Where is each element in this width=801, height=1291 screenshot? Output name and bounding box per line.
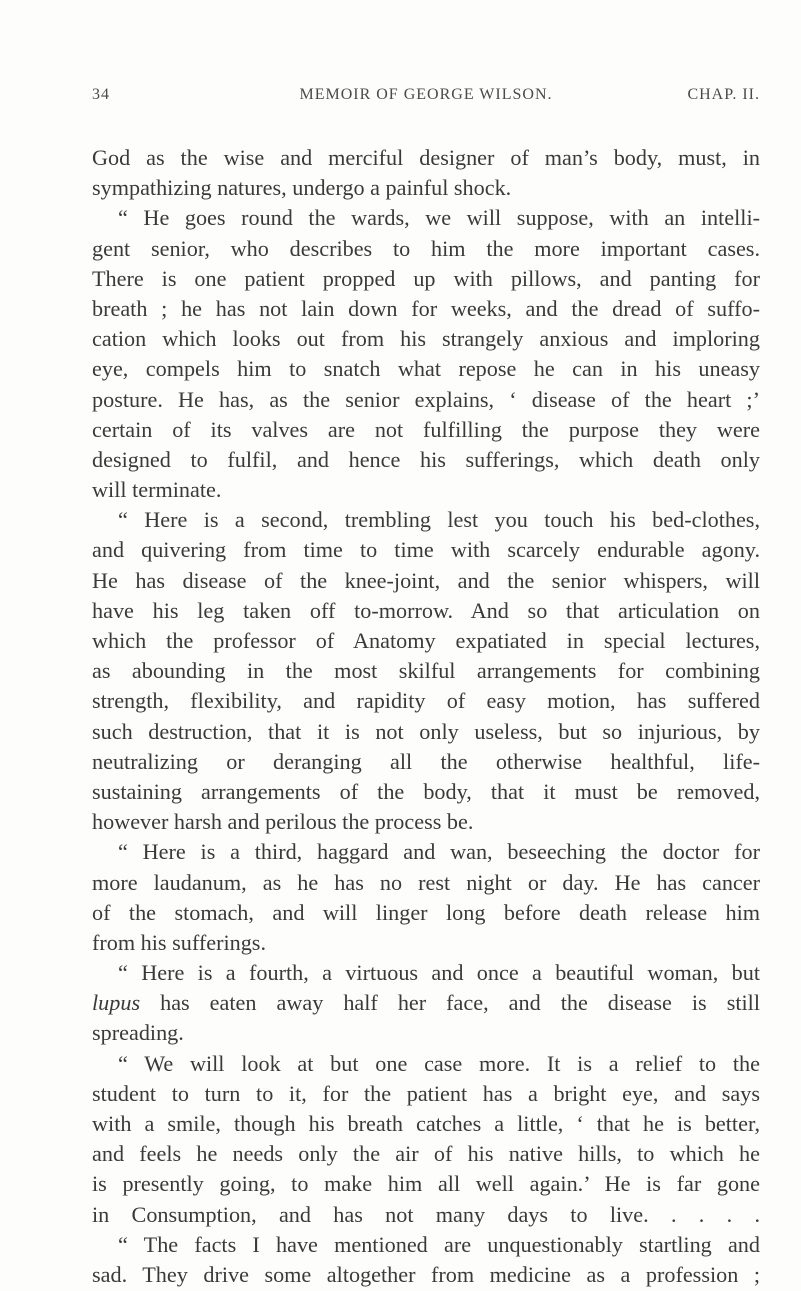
text-line: with a smile, though his breath catches a little, ‘ that he is better, [92,1111,760,1136]
text-line: He has disease of the knee-joint, and the senior whispers, will [92,567,760,593]
text-line: “ We will look at but one case more. It is a relief to the [118,1050,760,1076]
text-line: and feels he needs only the air of his native hills, to which he [92,1141,760,1167]
text-line: God as the wise and merciful designer of man’s body, must, in [92,145,760,170]
text-line: sad. They drive some altogether from medicine as a profession ; [92,1261,760,1287]
text-line: “ Here is a third, haggard and wan, beseeching the doctor for [118,839,760,865]
text-line: from his sufferings. [92,929,266,955]
text-line: and quivering from time to time with scarcely endurable agony. [92,537,760,563]
text-line: will terminate. [92,477,222,503]
text-line: more laudanum, as he has no rest night or day. He has cancer [92,869,760,895]
text-line: which the professor of Anatomy expatiated in special lectures, [92,628,760,653]
text-line: “ Here is a fourth, a virtuous and once a beautiful woman, but [118,960,760,986]
text-line: certain of its valves are not fulfilling the purpose they were [92,416,760,442]
text-line: “ He goes round the wards, we will suppose, with an intelli- [118,205,760,231]
text-line: cation which looks out from his strangely anxious and imploring [92,326,760,352]
book-title: MEMOIR OF GEORGE WILSON. [299,86,553,103]
text-line: sympathizing natures, undergo a painful shock. [92,175,512,201]
text-line: student to turn to it, for the patient has a bright eye, and says [92,1080,760,1106]
text-line: have his leg taken off to-morrow. And so that articulation on [92,597,760,623]
text-line: as abounding in the most skilful arrangements for combining [92,658,760,684]
text-line: is presently going, to make him all well again.’ He is far gone [92,1171,760,1197]
chapter-label: CHAP. II. [687,86,760,103]
text-line: “ The facts I have mentioned are unquestionably startling and [118,1231,760,1257]
page-number: 34 [92,86,110,103]
text-line: “ Here is a second, trembling lest you touch his bed-clothes, [118,507,760,533]
text-line: in Consumption, and has not many days to live. . . . . [92,1201,760,1227]
text-line: There is one patient propped up with pillows, and panting for [92,265,760,291]
body-text [92,143,760,1290]
text-line: posture. He has, as the senior explains, ‘ disease of the heart ;’ [92,386,760,412]
text-line: breath ; he has not lain down for weeks, and the dread of suffo- [92,295,760,321]
text-line: strength, flexibility, and rapidity of easy motion, has suffered [92,688,760,714]
text-line: designed to fulfil, and hence his sufferings, which death only [92,446,760,472]
text-line: however harsh and perilous the process be. [92,809,474,835]
text-line: spreading. [92,1020,184,1046]
text-line: neutralizing or deranging all the otherwise healthful, life- [92,748,760,774]
text-line: of the stomach, and will linger long before death release him [92,899,760,925]
running-head [92,86,760,108]
text-line: such destruction, that it is not only useless, but so injurious, by [92,718,760,744]
text-line: lupus has eaten away half her face, and the disease is still [92,990,760,1016]
text-line: sustaining arrangements of the body, that it must be removed, [92,778,760,804]
text-line: eye, compels him to snatch what repose he can in his uneasy [92,356,760,382]
text-line: gent senior, who describes to him the more important cases. [92,235,760,261]
